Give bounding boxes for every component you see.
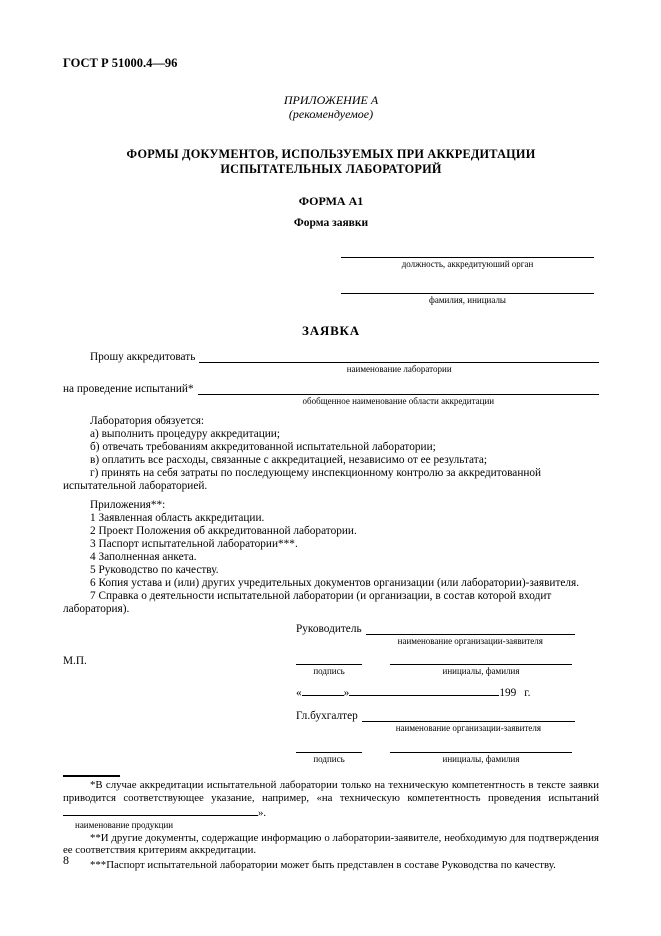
document-title-line2: ИСПЫТАТЕЛЬНЫХ ЛАБОРАТОРИЙ (220, 162, 442, 176)
head-name-blank-line (390, 652, 572, 665)
appendix-subtitle: (рекомендуемое) (288, 107, 374, 121)
head-name-field (390, 652, 572, 677)
attachment-item: 2 Проект Положения об аккредитованной лаборатории. (90, 525, 357, 537)
accountant-sign-caption: подпись (313, 754, 345, 764)
head-signature-row (296, 622, 599, 647)
doc-number: ГОСТ Р 51000.4—96 (63, 56, 178, 70)
footnote-1-text: *В случае аккредитации испытательной лаборатории только на техническую компетентность в тексте заявки приводится соответствующее указание, например, «на техническую компетентность проведения испытаний (63, 779, 599, 804)
head-sign-field (296, 652, 362, 677)
head-org-field (366, 622, 575, 647)
appendix-heading (63, 93, 599, 121)
approval-fields (341, 244, 594, 306)
laboratory-name-caption: наименование лаборатории (346, 364, 452, 374)
document-title (63, 147, 599, 177)
footnote-1 (63, 779, 599, 820)
head-label: Руководитель (296, 623, 362, 635)
position-caption: должность, аккредитуюший орган (401, 259, 534, 269)
position-blank-line (341, 244, 594, 258)
footnote-separator (63, 775, 120, 777)
accountant-name-caption: инициалы, фамилия (442, 754, 520, 764)
accreditation-area-field (198, 382, 599, 407)
accountant-org-caption: наименование организации-заявителя (395, 723, 541, 733)
accountant-sign-row (63, 740, 599, 765)
sign-row-spacer (63, 740, 296, 742)
date-open-quote: « (296, 687, 302, 699)
appendix-title: ПРИЛОЖЕНИЕ А (283, 93, 379, 107)
tests-label: на проведение испытаний* (63, 383, 194, 395)
request-label: Прошу аккредитовать (90, 351, 196, 363)
accountant-signature-row (296, 709, 599, 734)
accountant-name-field (390, 740, 572, 765)
approval-name-field (341, 280, 594, 306)
page-content (63, 0, 599, 871)
approval-position-field (341, 244, 594, 270)
accreditation-area-blank-line (198, 382, 599, 395)
page-number: 8 (63, 853, 69, 867)
name-blank-line (341, 280, 594, 294)
tests-row (63, 382, 599, 407)
footnote-3: ***Паспорт испытательной лаборатории может быть представлен в составе Руководства по качеству. (90, 858, 556, 871)
head-org-blank-line (366, 622, 575, 635)
accreditation-area-caption: обобщенное наименование области аккредитации (302, 396, 495, 406)
date-month-blank-line (349, 684, 499, 696)
stamp-placeholder: М.П. (63, 655, 87, 667)
date-day-blank-line (302, 684, 344, 696)
accountant-label: Гл.бухгалтер (296, 710, 358, 722)
accountant-sign-field (296, 740, 362, 765)
attachment-item: 5 Руководство по качеству. (90, 564, 219, 576)
attachments-intro: Приложения**: (90, 499, 166, 511)
date-year: 199 (499, 687, 517, 699)
head-name-caption: инициалы, фамилия (442, 666, 520, 676)
head-org-caption: наименование организации-заявителя (397, 636, 543, 646)
laboratory-name-blank-line (199, 350, 599, 363)
date-suffix: г. (524, 687, 531, 699)
footnote-1-close: ». (258, 807, 267, 819)
date-row (296, 684, 599, 701)
form-id: ФОРМА А1 (298, 194, 364, 208)
head-sign-blank-line (296, 652, 362, 665)
laboratory-name-field (199, 350, 599, 375)
accountant-org-blank-line (362, 709, 575, 722)
footnote-2: **И другие документы, содержащие информацию о лаборатории-заявителе, необходимую для подтверждения ее соответствия критериям аккредитации. (63, 831, 599, 856)
head-sign-row (63, 652, 599, 677)
name-caption: фамилия, инициалы (429, 295, 506, 305)
document-title-line1: ФОРМЫ ДОКУМЕНТОВ, ИСПОЛЬЗУЕМЫХ ПРИ АККРЕДИТАЦИИ (126, 147, 536, 161)
obligation-item: б) отвечать требованиям аккредитованной испытательной лаборатории; (90, 441, 436, 453)
request-row (63, 350, 599, 375)
obligation-item: г) принять на себя затраты по последующему инспекционному контролю за аккредитованной испытательной лабораторией. (63, 467, 542, 492)
product-name-caption: наименование продукции (75, 819, 174, 830)
attachment-item: 1 Заявленная область аккредитации. (90, 512, 265, 524)
form-name: Форма заявки (293, 217, 369, 229)
head-sign-caption: подпись (313, 666, 345, 676)
attachment-item: 6 Копия устава и (или) других учредительных документов организации (или лаборатории)-заявителя. (90, 577, 580, 589)
accountant-org-field (362, 709, 575, 734)
attachment-item: 7 Справка о деятельности испытательной лаборатории (и организации, в состав которой входит лаборатория). (63, 590, 552, 615)
accountant-sign-blank-line (296, 740, 362, 753)
accountant-name-blank-line (390, 740, 572, 753)
attachment-item: 3 Паспорт испытательной лаборатории***. (90, 538, 298, 550)
attachment-item: 4 Заполненная анкета. (90, 551, 197, 563)
obligations-intro: Лаборатория обязуется: (90, 415, 205, 427)
obligations-block (63, 415, 599, 493)
application-title: ЗАЯВКА (302, 323, 360, 338)
date-close-quote: » (343, 687, 350, 699)
obligation-item: а) выполнить процедуру аккредитации; (90, 428, 280, 440)
attachments-block (63, 499, 599, 616)
product-name-blank-line (63, 804, 258, 816)
obligation-item: в) оплатить все расходы, связанные с аккредитацией, независимо от ее результата; (90, 454, 488, 466)
